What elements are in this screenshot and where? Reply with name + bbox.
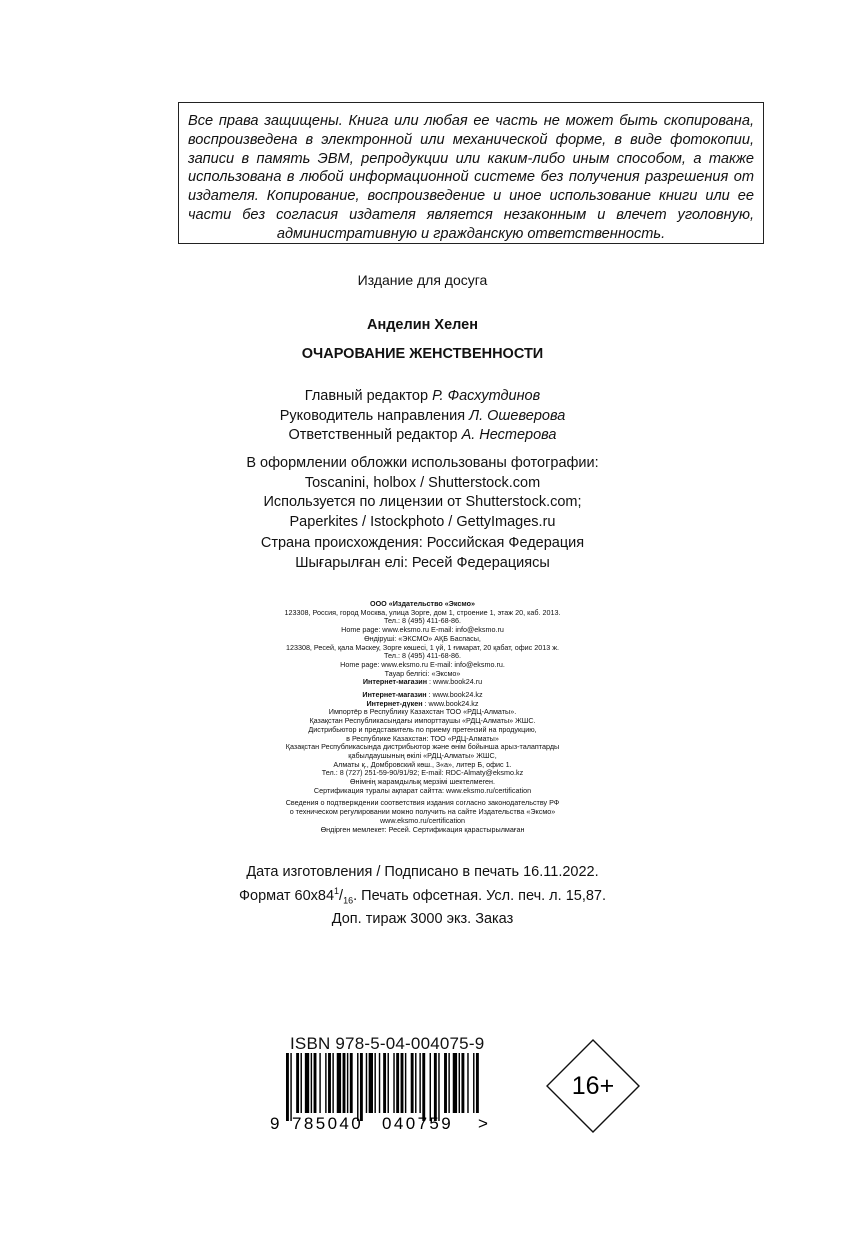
barcode-bar [374,1053,375,1113]
credit-line: Руководитель направления Л. Ошеверова [279,407,566,424]
barcode-bar [448,1053,449,1113]
publisher-imprint [0,600,845,834]
print-date-line: Дата изготовления / Подписано в печать 16.11.2022. [246,864,599,880]
barcode-bar [411,1053,414,1113]
barcode-bar [369,1053,373,1113]
imprint-line: 123308, Ресей, қала Мәскеу, Зорге көшесі, 1 үй, 1 ғимарат, 20 қабат, офис 2013 ж. [285,642,560,652]
barcode-bar [444,1053,447,1113]
barcode-bar [476,1053,479,1113]
barcode-bar [473,1053,474,1113]
print-run-line: Доп. тираж 3000 экз. Заказ [331,910,514,927]
barcode-bar [379,1053,380,1113]
origin-line: Страна происхождения: Российская Федерация [260,535,585,551]
barcode-bar [350,1053,353,1113]
credit-line: Ответственный редактор А. Нестерова [288,427,557,443]
age-rating-badge [545,1038,641,1134]
online-shop-kz: Интернет-магазин : www.book24.kz [362,690,483,700]
imprint-line: Алматы қ., Домбровский көш., 3«а», литер Б, офис 1. [333,759,512,769]
barcode-bar [459,1053,460,1113]
barcode-tail-marker: > [478,1114,488,1133]
barcode-bar [453,1053,457,1113]
publisher-name: ООО «Издательство «Эксмо» [369,599,475,608]
barcode-bar [415,1053,416,1113]
imprint-line: Home page: www.eksmo.ru E-mail: info@eksmo.ru [341,625,504,635]
barcode-bar [311,1053,312,1113]
barcode-bar [461,1053,464,1113]
copyright-notice-box [178,102,764,244]
barcode-bar [286,1053,289,1121]
barcode-bar [325,1053,326,1113]
credit-line: Главный редактор Р. Фасхутдинов [304,388,541,404]
imprint-line: Home page: www.eksmo.ru E-mail: info@eksmo.ru. [340,659,505,669]
imprint-line: Өндіруші: «ЭКСМО» АҚБ Баспасы, [364,633,481,643]
barcode-bar [319,1053,320,1113]
barcode-bar [328,1053,331,1113]
imprint-line: Өнімнің жарамдылық мерзімі шектелмеген. [349,777,496,787]
barcode-bar [347,1053,348,1113]
barcode-bar [343,1053,346,1113]
barcode-left-digits: 785040 [292,1114,364,1133]
barcode-bar [467,1053,468,1113]
origin-line: Шығарылған елі: Ресей Федерациясы [295,554,550,571]
barcode-bar [290,1053,291,1121]
barcode-bar [434,1053,437,1121]
imprint-line: Импортёр в Республику Казахстан ТОО «РДЦ-Алматы». [328,707,517,717]
edition-type: Издание для досуга [357,272,488,288]
print-format-line: Формат $60x84^1/_{16}$. Печать офсетная. Усл. печ. л. 15,87. [238,885,607,906]
barcode-bar [422,1053,425,1121]
photo-credit-line: Paperkites / Istockphoto / GettyImages.ru [289,513,556,530]
barcode-bars [286,1053,479,1121]
barcode-bar [305,1053,309,1113]
imprint-line: 123308, Россия, город Москва, улица Зорге, дом 1, строение 1, этаж 20, каб. 2013. [284,607,561,617]
barcode-bar [396,1053,399,1113]
imprint-line: Тауар белгісі: «Эксмо» [384,668,461,678]
imprint-line: Қазақстан Республикасындағы импорттаушы «РДЦ-Алматы» ЖШС. [309,716,536,726]
barcode-bar [383,1053,386,1113]
barcode-lead-digit: 9 [270,1114,280,1133]
imprint-line: Сертификация туралы ақпарат сайтта: www.eksmo.ru/certification [313,785,532,795]
imprint-line: Қазақстан Республикасында дистрибьютор және өнім бойынша арыз-талаптарды [285,742,560,752]
barcode-bar [393,1053,394,1113]
online-shop-kz-2: Интернет-дүкен : www.book24.kz [366,698,479,708]
imprint-line: о техническом регулировании можно получить на сайте Издательства «Эксмо» [289,807,556,817]
photo-credits [0,454,845,532]
imprint-line: Сведения о подтверждении соответствия издания согласно законодательству РФ [285,798,560,808]
barcode-bar [388,1053,389,1113]
imprint-line: Тел.: 8 (727) 251-59-90/91/92; E-mail: RDC-Almaty@eksmo.kz [321,768,524,778]
barcode-bar [301,1053,302,1113]
online-shop-ru: Интернет-магазин : www.book24.ru [362,677,483,687]
barcode-bar [296,1053,299,1113]
barcode-bar [401,1053,404,1113]
barcode-bar [360,1053,363,1121]
photo-credit-line: В оформлении обложки использованы фотографии: [246,455,599,471]
imprint-line: в Республике Казахстан: ТОО «РДЦ-Алматы» [346,733,499,743]
copyright-notice-text: Все права защищены. Книга или любая ее часть не может быть скопирована, воспроизведена в электронной или механической форме, в виде фотокопии, записи в память ЭВМ, репродукции или каким-либо иным способом, а также использована в любой информационной системе без получения разрешения от издателя. Копирование, воспроизведение и иное использование книги или ее части без согласия издателя является незаконным и влечет уголовную, административную и гражданскую ответственность. [188,113,754,242]
imprint-line: www.eksmo.ru/certification [379,815,466,825]
editorial-credits [0,387,845,446]
isbn-number: ISBN 978-5-04-004075-9 [290,1034,485,1053]
barcode-bar [430,1053,431,1121]
imprint-line: Тел.: 8 (495) 411-68-86. [384,616,461,626]
barcode-bar [314,1053,317,1113]
barcode-bar [438,1053,439,1121]
barcode-bar [366,1053,367,1113]
photo-credit-line: Toscanini, holbox / Shutterstock.com [304,474,541,491]
imprint-line: Өндірген мемлекет: Ресей. Сертификация қарастырылмаған [320,824,525,834]
barcode-right-digits: 040759 [382,1114,454,1133]
imprint-line: Дистрибьютор и представитель по приему претензий на продукцию, [308,724,537,734]
imprint-line: қабылдаушының өкілі «РДЦ-Алматы» ЖШС, [348,750,497,760]
barcode-bar [419,1053,420,1113]
barcode-bar [357,1053,358,1121]
book-title: ОЧАРОВАНИЕ ЖЕНСТВЕННОСТИ [301,346,544,362]
imprint-line: Тел.: 8 (495) 411-68-86. [384,651,461,661]
author-name: Анделин Хелен [367,317,478,333]
age-rating-text: 16+ [571,1072,615,1100]
country-of-origin [0,534,845,573]
barcode-bar [337,1053,341,1113]
print-details [0,863,845,928]
barcode-bar [332,1053,333,1113]
photo-credit-line: Используется по лицензии от Shutterstock.com; [263,494,582,510]
isbn-barcode [270,1053,500,1133]
barcode-bar [405,1053,406,1113]
